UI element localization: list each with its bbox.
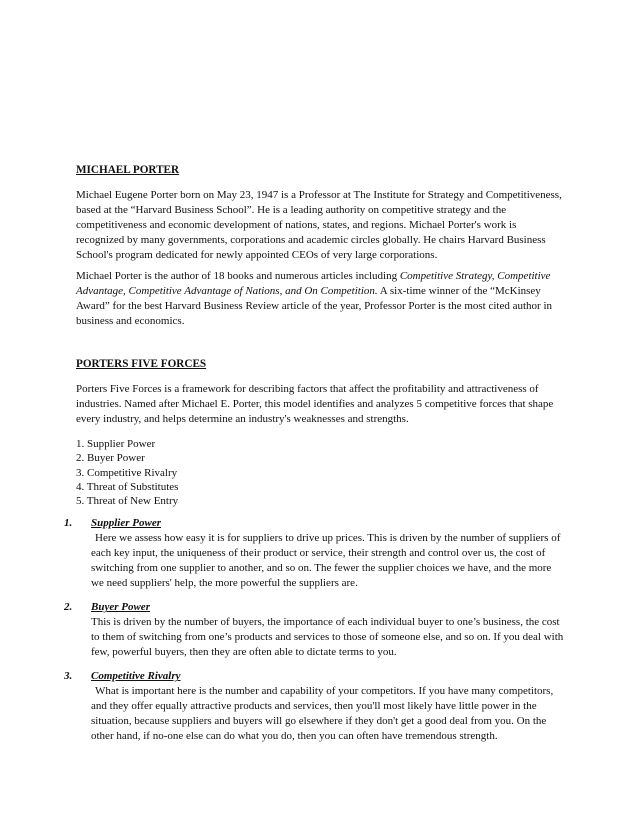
section-heading-michael-porter: MICHAEL PORTER xyxy=(76,164,180,176)
list-item: 4. Threat of Substitutes xyxy=(76,480,179,493)
force-number: 2. xyxy=(64,601,73,614)
author-paragraph-end: A six-time winner of the “McKinsey Award” for the best Harvard Business Review article of the year, Professor Porter is the most cited author in business and economics. xyxy=(76,285,552,327)
force-title: Supplier Power xyxy=(91,517,161,530)
list-item: 2. Buyer Power xyxy=(76,452,145,465)
list-item: 1. Supplier Power xyxy=(76,438,156,450)
force-description: What is important here is the number and capability of your competitors. If you have many competitors, and they offer equally attractive products and services, then you'll most likely have little power in the situation, because suppliers and buyers will go elsewhere if they don't get a good deal from you. On the other hand, if no-one else can do what you do, then you can often have tremendous strength. xyxy=(91,685,554,743)
author-paragraph xyxy=(76,269,566,329)
force-number: 3. xyxy=(64,670,73,683)
force-description: This is driven by the number of buyers, the importance of each individual buyer to one’s business, the cost to them of switching from one’s products and services to those of someone else, and so on. If you deal with few, powerful buyers, then they are often able to dictate terms to you. xyxy=(91,616,564,659)
force-description: Here we assess how easy it is for suppliers to drive up prices. This is driven by the number of suppliers of each key input, the uniqueness of their product or service, their strength and control over us, the cost of switching from one supplier to another, and so on. The fewer the supplier choices we have, and the more we need suppliers' help, the more powerful the suppliers are. xyxy=(91,532,561,590)
author-paragraph-start: Michael Porter is the author of 18 books and numerous articles including xyxy=(76,270,400,282)
section-heading-five-forces: PORTERS FIVE FORCES xyxy=(76,358,207,370)
list-item: 5. Threat of New Entry xyxy=(76,495,179,508)
document-content xyxy=(64,163,566,753)
forces-list xyxy=(76,437,566,508)
force-competitive-rivalry xyxy=(64,669,566,744)
force-title: Buyer Power xyxy=(91,601,150,614)
force-number: 1. xyxy=(64,517,73,530)
force-title: Competitive Rivalry xyxy=(91,670,181,683)
force-buyer-power xyxy=(64,600,566,660)
five-forces-intro: Porters Five Forces is a framework for describing factors that affect the profitability and attractiveness of industries. Named after Michael E. Porter, this model identifies and analyzes 5 competitive forces that shape every industry, and helps determine an industry's weaknesses and strengths. xyxy=(76,383,554,425)
book-titles: Competitive Strategy, Competitive Advantage, Competitive Advantage of Nations, and On Competition. xyxy=(76,270,551,297)
list-item: 3. Competitive Rivalry xyxy=(76,466,178,479)
force-supplier-power xyxy=(64,516,566,591)
bio-paragraph: Michael Eugene Porter born on May 23, 1947 is a Professor at The Institute for Strategy and Competitiveness, based at the “Harvard Business School”. He is a leading authority on competitive strategy and the competitiveness and economic development of nations, states, and regions. Michael Porter's work is recognized by many governments, corporations and academic circles globally. He chairs Harvard Business School's program dedicated for newly appointed CEOs of very large corporations. xyxy=(76,189,562,261)
